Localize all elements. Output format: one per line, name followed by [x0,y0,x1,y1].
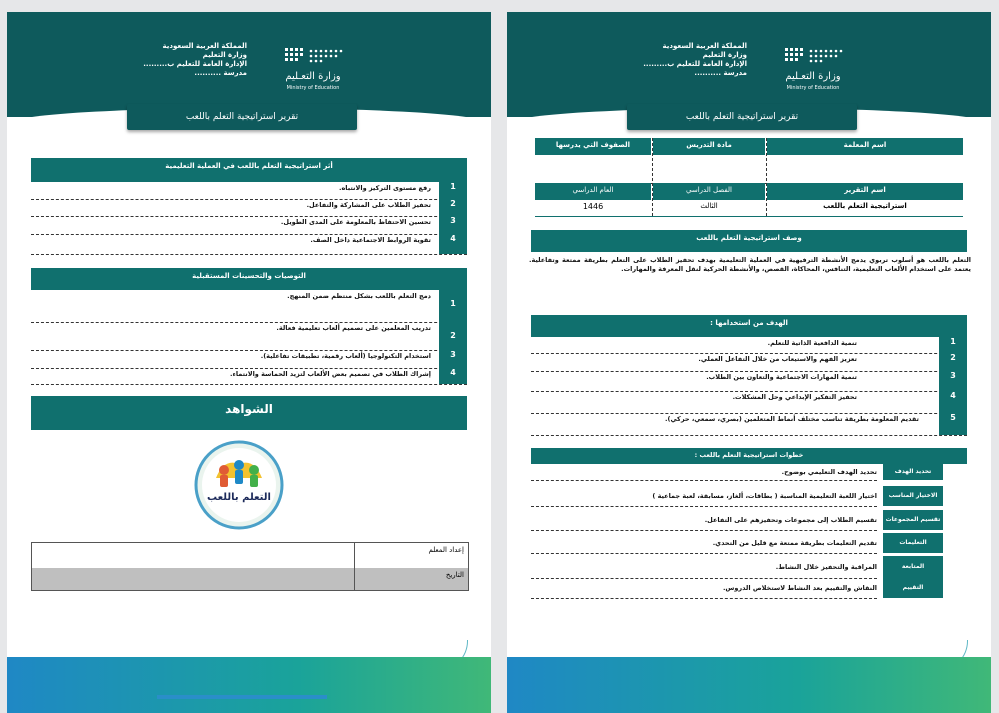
steps-title: خطوات استراتيجية التعلم باللعب : [531,448,967,464]
play-learning-badge-icon [194,440,284,530]
logo-arabic-text: وزارة التعـليم [285,71,341,82]
date-row [31,568,469,591]
ministry-logo [273,46,353,106]
ministry-label: وزارة التعليم [702,51,747,59]
badge-text: التعلم باللعب [207,492,271,503]
report-name-header: اسم التقرير [767,183,963,200]
goal-row: 3 تنمية المهارات الاجتماعية والتعاون بين الطلاب. [531,371,967,392]
ministry-logo [773,46,853,106]
step-label: الاختيار المناسب [883,486,943,506]
impact-section-title: أثر استراتيجية التعلم باللعب في العملية التعليمية [31,158,467,182]
goal-row: 4 تحفيز التفكير الإبداعي وحل المشكلات. [531,391,967,414]
page-footer [507,657,991,713]
recommendation-row: 4 إشراك الطلاب في تصميم بعض الألعاب لتزيد الحماسة والانتماء. [31,368,467,385]
footer-scroll-indicator [157,695,327,699]
impact-row: 3 تحسين الاحتفاظ بالمعلومة على المدى الطويل. [31,216,467,235]
kingdom-label: المملكة العربية السعودية [162,42,247,50]
description-text: التعلم باللعب هو أسلوب تربوي يدمج الأنشطة الترفيهية في العملية التعليمية بهدف تحفيز الطلاب على التعلم بطريقة ممتعة وتفاعلية. يعتمد على استخدام الألعاب التعليمية، التنافس، المحاكاة، القصص، والأنشطة الحركية لنقل المعرفة والمهارات. [529,256,971,273]
goal-row: 1 تنمية الدافعية الذاتية للتعلم. [531,337,967,354]
logo-english-text: Ministry of Education [286,85,340,91]
school-label: مدرسة .......... [194,69,247,77]
impact-row: 1 رفع مستوى التركيز والانتباه. [31,182,467,200]
step-text: النقاش والتقييم بعد النشاط لاستخلاص الدروس. [531,578,877,599]
semester-value: الثالث [700,202,718,210]
recommendation-row: 1 دمج التعلم باللعب بشكل منتظم ضمن المنهج. [31,290,467,323]
school-label: مدرسة .......... [694,69,747,77]
kingdom-label: المملكة العربية السعودية [662,42,747,50]
prepared-by-label: إعداد المعلم [354,543,468,569]
teacher-name-header: اسم المعلمة [767,138,963,155]
step-label: التقييم [883,578,943,598]
step-label: تحديد الهدف [883,464,943,480]
info-values-row-1 [535,155,963,184]
admin-label: الإدارة العامة للتعليم ب......... [643,60,747,68]
page-footer [7,657,491,713]
impact-row: 2 تحفيز الطلاب على المشاركة والتفاعل. [31,199,467,217]
step-text: تقديم التعليمات بطريقة ممتعة مع قليل من التحدي. [531,533,877,554]
date-label: التاريخ [354,568,468,590]
logo-arabic-text: وزارة التعـليم [785,71,841,82]
academic-year-value: 1446 [582,202,604,211]
step-label: المتابعة [883,556,943,578]
ministry-logo-icon [281,46,345,68]
page-header [7,12,491,117]
recommendation-row: 3 استخدام التكنولوجيا (ألعاب رقمية، تطبيقات تفاعلية). [31,350,467,369]
ministry-logo-icon [781,46,845,68]
description-title: وصف استراتيجية التعلم باللعب [531,230,967,252]
step-text: اختيار اللعبة التعليمية المناسبة ( بطاقات، ألغاز، مسابقة، لعبة جماعية ) [531,486,877,507]
evidence-title: الشواهد [31,396,467,430]
prepared-by-row [31,542,469,570]
step-text: تقسيم الطلاب إلى مجموعات وتحفيزهم على التفاعل. [531,510,877,531]
header-text [637,42,747,78]
logo-english-text: Ministry of Education [786,85,840,91]
admin-label: الإدارة العامة للتعليم ب......... [143,60,247,68]
report-page-right [507,12,991,713]
semester-header: الفصل الدراسي [653,183,765,200]
ministry-label: وزارة التعليم [202,51,247,59]
report-title: تقرير استراتيجية التعلم باللعب [627,104,857,130]
academic-year-header: العام الدراسي [535,183,651,200]
page-header [507,12,991,117]
subject-header: مادة التدريس [653,138,765,155]
goals-title: الهدف من استخدامها : [531,315,967,337]
step-text: تحديد الهدف التعليمي بوضوح. [531,464,877,481]
header-text [137,42,247,78]
goal-row: 2 تعزيز الفهم والاستيعاب من خلال التفاعل العملي. [531,353,967,372]
recommendation-row: 2 تدريب المعلمين على تصميم ألعاب تعليمية فعالة. [31,322,467,351]
recommendations-title: التوصيات والتحسينات المستقبلية [31,268,467,290]
report-title: تقرير استراتيجية التعلم باللعب [127,104,357,130]
impact-row: 4 تقوية الروابط الاجتماعية داخل الصف. [31,234,467,255]
report-page-left [7,12,491,713]
step-label: تقسيم المجموعات [883,510,943,530]
step-label: التعليمات [883,533,943,553]
goal-row: 5 تقديم المعلومة بطريقة تناسب مختلف أنماط المتعلمين (بصري، سمعي، حركي). [531,413,967,436]
classes-header: الصفوف التي يدرسها [535,138,651,155]
report-name-value: استراتيجية التعلم باللعب [823,202,907,210]
step-text: المراقبة والتحفيز خلال النشاط. [531,556,877,579]
